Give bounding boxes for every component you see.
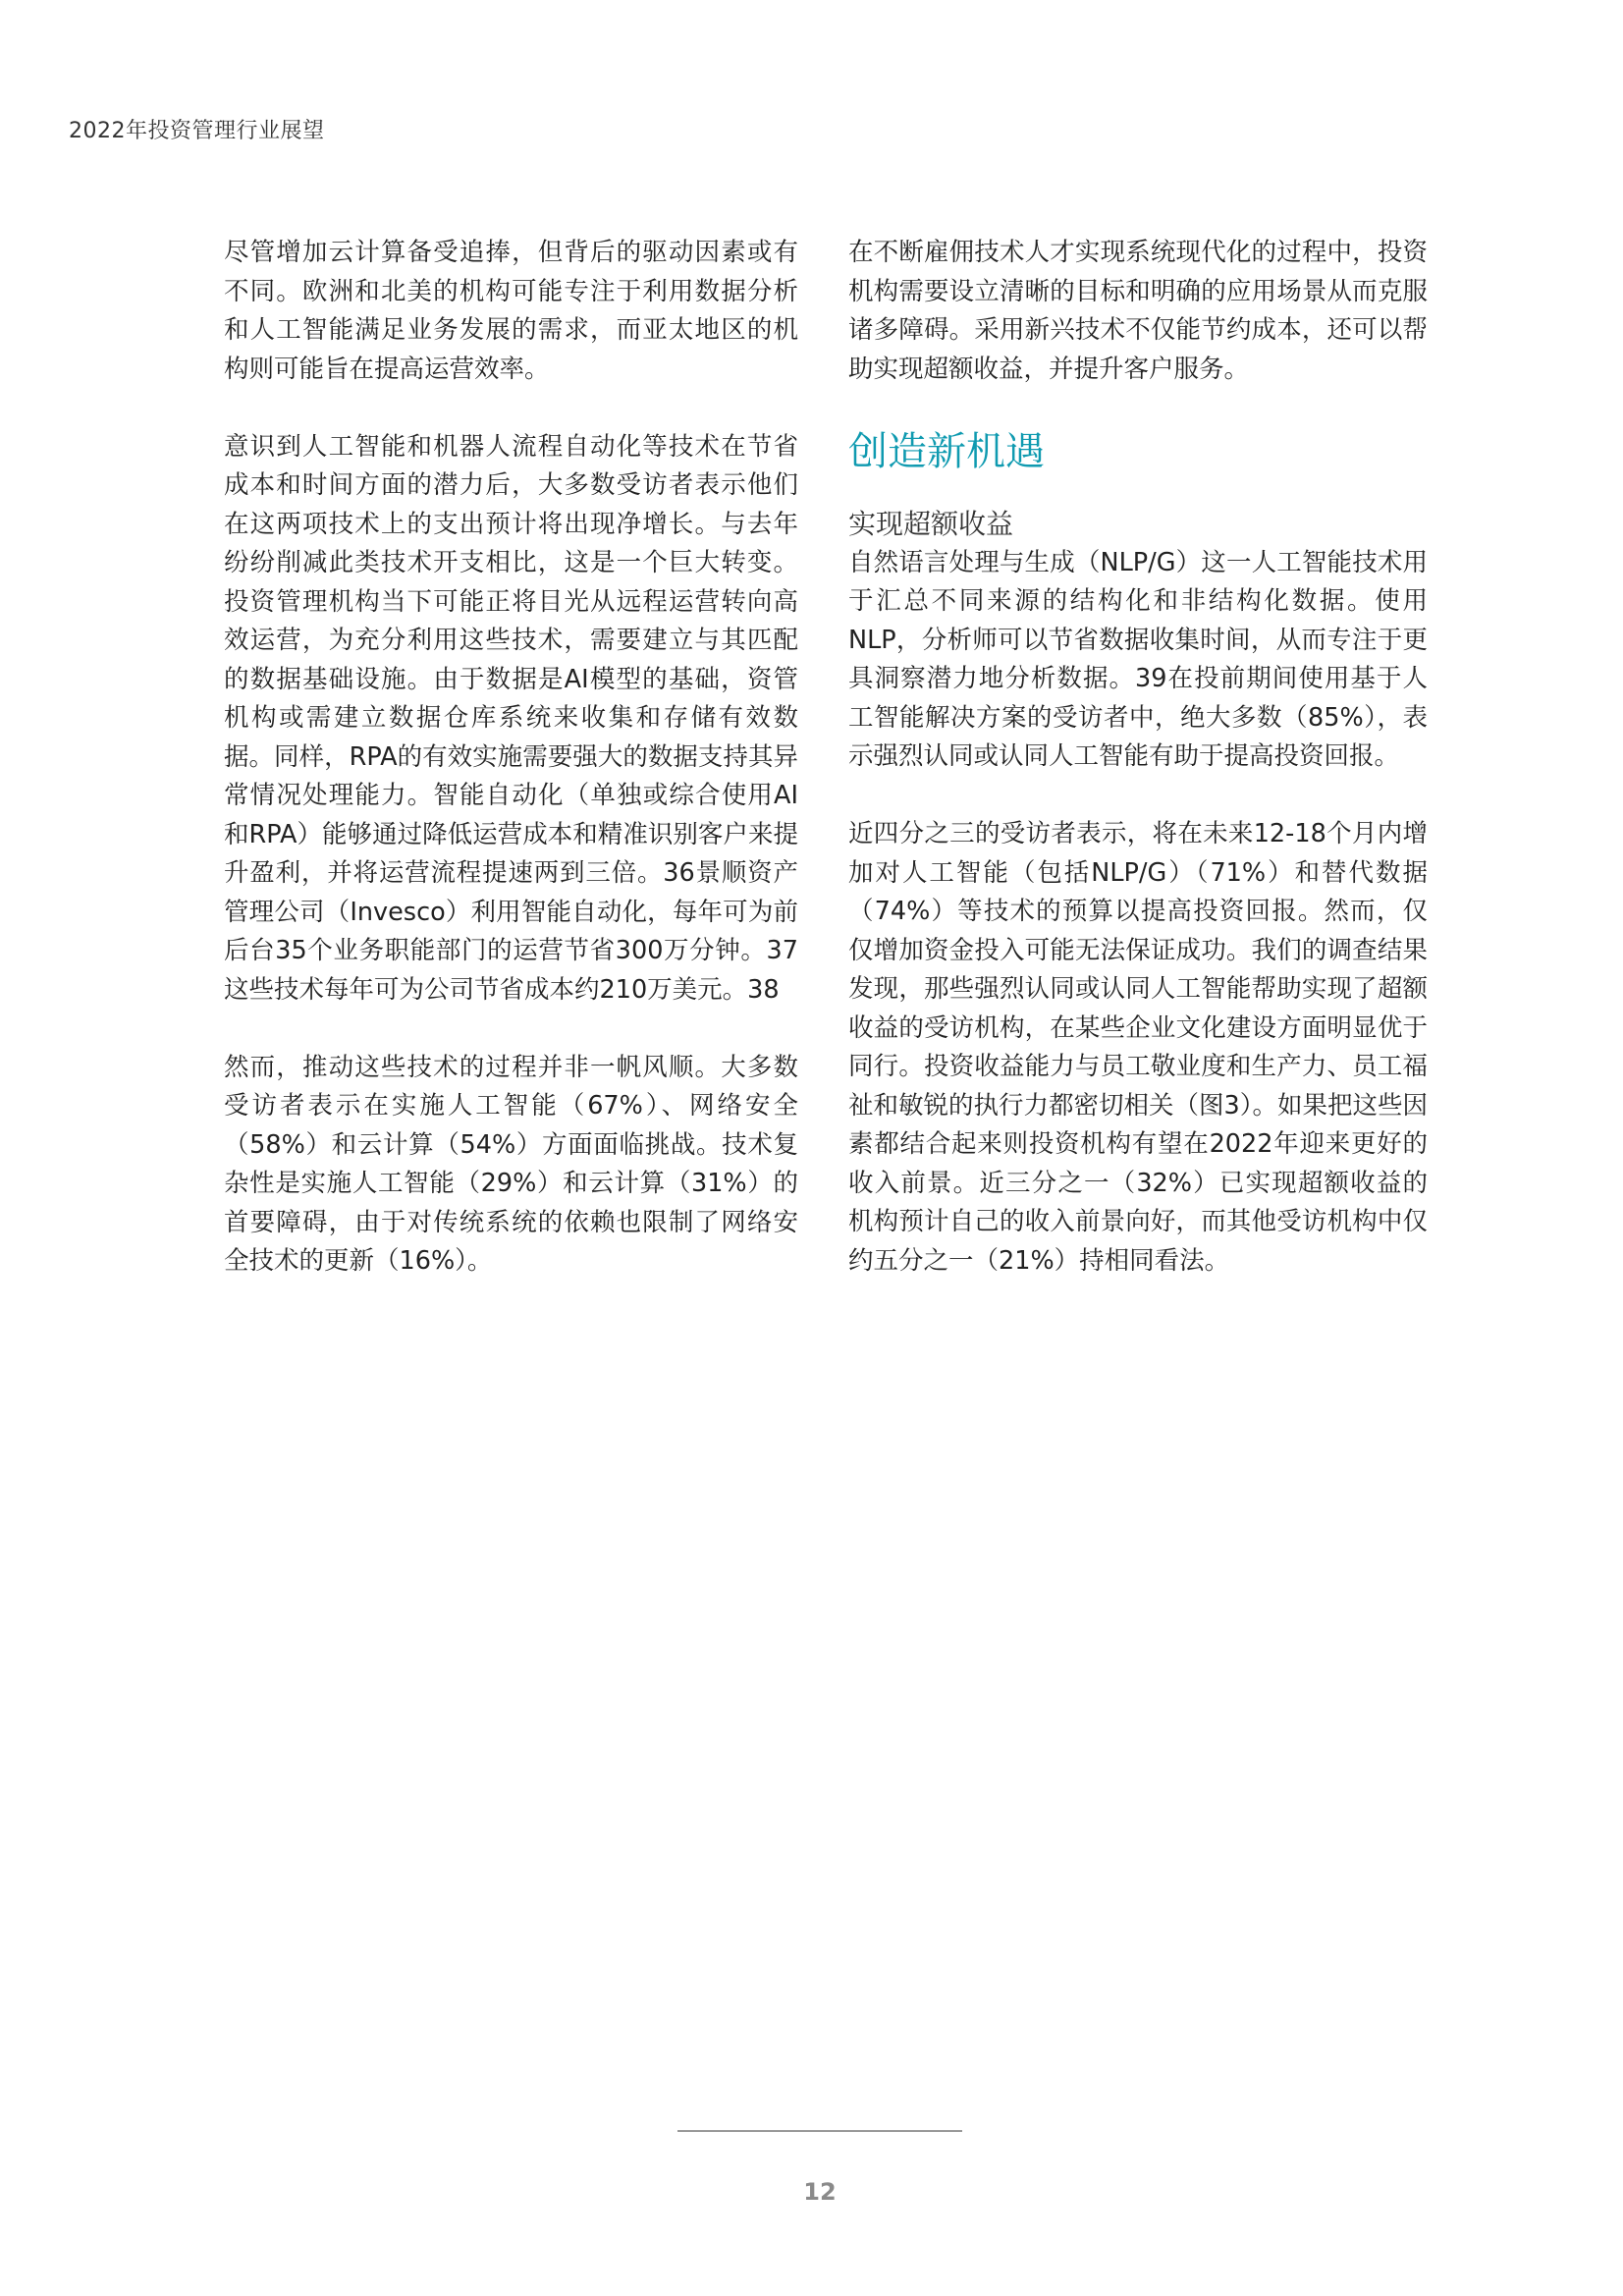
body-paragraph: 近四分之三的受访者表示，将在未来12-18个月内增加对人工智能（包括NLP/G）（71%）和替代数据（74%）等技术的预算以提高投资回报。然而，仅仅增加资金投入可能无法保证成功。我们的调查结果发现，那些强烈认同或认同人工智能帮助实现了超额收益的受访机构，在某些企业文化建设方面明显优于同行。投资收益能力与员工敬业度和生产力、员工福祉和敏锐的执行力都密切相关（图3）。如果把这些因素都结合起来则投资机构有望在2022年迎来更好的收入前景。近三分之一（32%）已实现超额收益的机构预计自己的收入前景向好，而其他受访机构中仅约五分之一（21%）持相同看法。 bbox=[848, 819, 1428, 1276]
footer-divider bbox=[677, 2130, 962, 2132]
section-title: 创造新机遇 bbox=[848, 428, 1045, 474]
page-number: 12 bbox=[803, 2178, 837, 2206]
intro-paragraph: 在不断雇佣技术人才实现系统现代化的过程中，投资机构需要设立清晰的目标和明确的应用场景从而克服诸多障碍。采用新兴技术不仅能节约成本，还可以帮助实现超额收益，并提升客户服务。 bbox=[848, 238, 1428, 384]
body-paragraph: 然而，推动这些技术的过程并非一帆风顺。大多数受访者表示在实施人工智能（67%）、网络安全（58%）和云计算（54%）方面面临挑战。技术复杂性是实施人工智能（29%）和云计算（31%）的首要障碍，由于对传统系统的依赖也限制了网络安全技术的更新（16%）。 bbox=[224, 1052, 798, 1276]
left-column bbox=[224, 234, 798, 1320]
body-paragraph: 尽管增加云计算备受追捧，但背后的驱动因素或有不同。欧洲和北美的机构可能专注于利用数据分析和人工智能满足业务发展的需求，而亚太地区的机构则可能旨在提高运营效率。 bbox=[224, 238, 798, 384]
right-column bbox=[848, 234, 1428, 1320]
subsection-title: 实现超额收益 bbox=[848, 507, 1014, 540]
body-paragraph: 意识到人工智能和机器人流程自动化等技术在节省成本和时间方面的潜力后，大多数受访者表示他们在这两项技术上的支出预计将出现净增长。与去年纷纷削减此类技术开支相比，这是一个巨大转变。投资管理机构当下可能正将目光从远程运营转向高效运营，为充分利用这些技术，需要建立与其匹配的数据基础设施。由于数据是AI模型的基础，资管机构或需建立数据仓库系统来收集和存储有效数据。同样，RPA的有效实施需要强大的数据支持其异常情况处理能力。智能自动化（单独或综合使用AI和RPA）能够通过降低运营成本和精准识别客户来提升盈利，并将运营流程提速两到三倍。36景顺资产管理公司（Invesco）利用智能自动化，每年可为前后台35个业务职能部门的运营节省300万分钟。37这些技术每年可为公司节省成本约210万美元。38 bbox=[224, 431, 798, 1005]
running-header: 2022年投资管理行业展望 bbox=[69, 119, 325, 143]
body-paragraph: 自然语言处理与生成（NLP/G）这一人工智能技术用于汇总不同来源的结构化和非结构化数据。使用NLP，分析师可以节省数据收集时间，从而专注于更具洞察潜力地分析数据。39在投前期间使用基于人工智能解决方案的受访者中，绝大多数（85%），表示强烈认同或认同人工智能有助于提高投资回报。 bbox=[848, 547, 1428, 771]
